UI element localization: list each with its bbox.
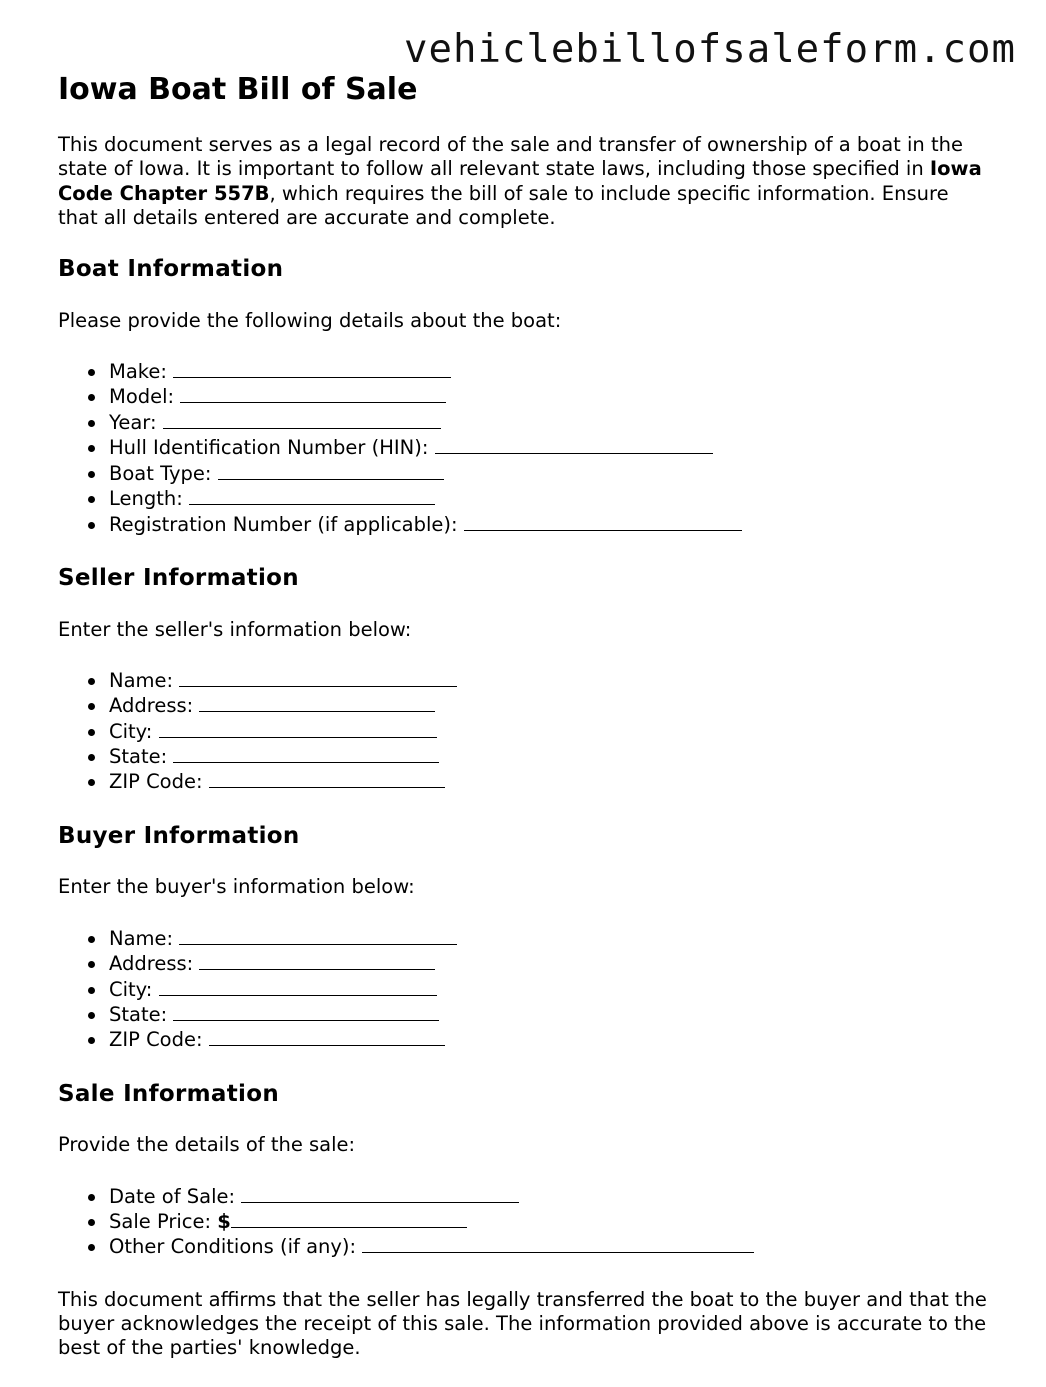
closing-paragraph: This document affirms that the seller has legally transferred the boat to the buyer and that the buyer acknowledges the receipt of this sale. The information provided above is accurate to the best of the parties' knowledge. [58, 1287, 987, 1360]
field-label: State: [109, 745, 174, 769]
intro-text-1: This document serves as a legal record of the sale and transfer of ownership of a boat in the state of Iowa. It is important to follow all relevant state laws, including those specified in [58, 133, 963, 181]
boat-information-prompt: Please provide the following details about the boat: [58, 308, 562, 332]
list-item [58, 668, 988, 693]
sale-fields-list [58, 1184, 988, 1260]
field-label: Registration Number (if applicable): [109, 512, 464, 536]
list-item [58, 1184, 988, 1209]
field-label: Other Conditions (if any): [109, 1235, 363, 1259]
list-item [58, 744, 988, 769]
list-item [58, 486, 988, 511]
list-item [58, 693, 988, 718]
intro-code-reference: Iowa Code Chapter 557B [58, 157, 982, 205]
boat-information-heading: Boat Information [58, 256, 284, 283]
field-label: Address: [109, 952, 200, 976]
hin-field[interactable] [435, 435, 713, 454]
buyer-address-field[interactable] [199, 951, 435, 970]
seller-fields-list [58, 668, 988, 795]
boat-type-field[interactable] [218, 461, 444, 480]
field-label: Name: [109, 926, 180, 950]
buyer-city-field[interactable] [159, 977, 437, 996]
sale-information-heading: Sale Information [58, 1080, 279, 1107]
watermark: vehiclebillofsaleform.com [404, 27, 1016, 72]
list-item [58, 1002, 988, 1027]
field-label: Address: [109, 694, 200, 718]
registration-number-field[interactable] [464, 512, 742, 531]
buyer-information-prompt: Enter the buyer's information below: [58, 875, 415, 899]
date-of-sale-field[interactable] [241, 1184, 519, 1203]
list-item [58, 435, 988, 460]
buyer-state-field[interactable] [173, 1002, 439, 1021]
sale-information-prompt: Provide the details of the sale: [58, 1133, 356, 1157]
list-item [58, 384, 988, 409]
field-label: Make: [109, 360, 174, 384]
intro-text-2: , which requires the bill of sale to include specific information. Ensure that all details entered are accurate and complete. [58, 181, 949, 229]
field-label: ZIP Code: [109, 770, 209, 794]
boat-fields-list [58, 359, 988, 537]
field-label: City: [109, 719, 159, 743]
list-item [58, 512, 988, 537]
list-item [58, 1234, 988, 1259]
field-label: Model: [109, 385, 181, 409]
field-label: Length: [109, 487, 190, 511]
make-field[interactable] [173, 359, 451, 378]
seller-zip-field[interactable] [209, 769, 445, 788]
list-item [58, 410, 988, 435]
field-label: ZIP Code: [109, 1028, 209, 1052]
other-conditions-field[interactable] [362, 1234, 754, 1253]
field-label: State: [109, 1002, 174, 1026]
seller-name-field[interactable] [179, 668, 457, 687]
buyer-information-heading: Buyer Information [58, 822, 300, 849]
field-label: Sale Price: [109, 1210, 218, 1234]
seller-information-heading: Seller Information [58, 564, 299, 591]
buyer-zip-field[interactable] [209, 1027, 445, 1046]
seller-information-prompt: Enter the seller's information below: [58, 617, 412, 641]
seller-city-field[interactable] [159, 719, 437, 738]
list-item [58, 1027, 988, 1052]
intro-paragraph [58, 133, 988, 230]
page-title: Iowa Boat Bill of Sale [58, 72, 418, 107]
seller-state-field[interactable] [173, 744, 439, 763]
buyer-fields-list [58, 926, 988, 1053]
list-item [58, 977, 988, 1002]
year-field[interactable] [163, 410, 441, 429]
seller-address-field[interactable] [199, 693, 435, 712]
document-page [58, 72, 988, 1387]
list-item [58, 951, 988, 976]
field-label: Date of Sale: [109, 1184, 242, 1208]
field-label: Boat Type: [109, 461, 218, 485]
list-item [58, 769, 988, 794]
field-label: Hull Identification Number (HIN): [109, 436, 435, 460]
list-item [58, 1209, 988, 1234]
list-item [58, 719, 988, 744]
field-label: City: [109, 977, 159, 1001]
list-item [58, 359, 988, 384]
field-label: Year: [109, 410, 163, 434]
field-label: Name: [109, 668, 180, 692]
buyer-name-field[interactable] [179, 926, 457, 945]
sale-price-field[interactable] [231, 1209, 467, 1228]
currency-symbol: $ [217, 1210, 231, 1234]
model-field[interactable] [180, 384, 446, 403]
list-item [58, 926, 988, 951]
length-field[interactable] [189, 486, 435, 505]
list-item [58, 461, 988, 486]
